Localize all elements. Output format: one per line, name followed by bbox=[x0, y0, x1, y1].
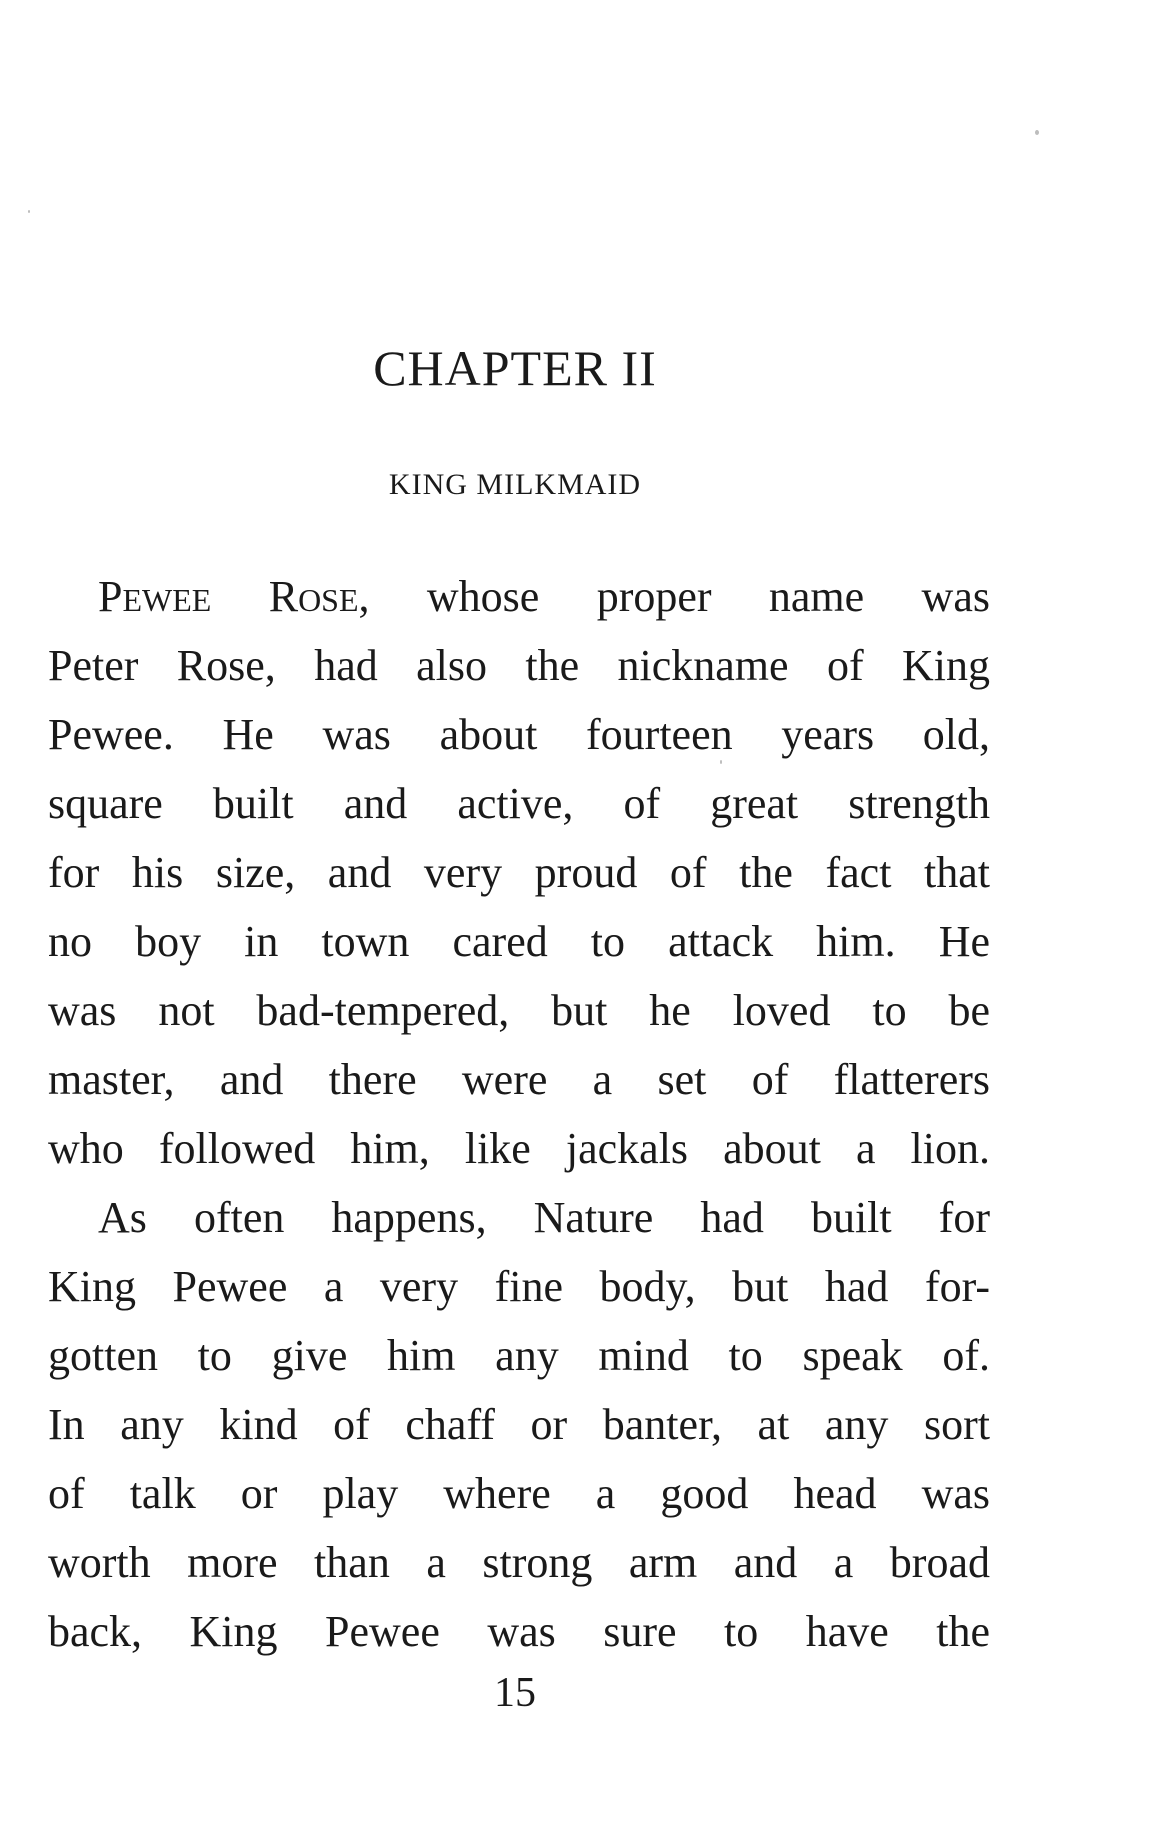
body-text bbox=[48, 562, 990, 1666]
text-line: King Pewee a very fine body, but had for- bbox=[48, 1262, 990, 1311]
name-rose-initial: R bbox=[268, 572, 299, 621]
name-pewee-small-caps: EWEE bbox=[122, 582, 212, 618]
paragraph-1 bbox=[48, 562, 990, 1183]
text-line: for his size, and very proud of the fact that bbox=[48, 848, 990, 897]
text-line: In any kind of chaff or banter, at any sort bbox=[48, 1400, 990, 1449]
text-line: who followed him, like jackals about a lion. bbox=[48, 1124, 990, 1173]
name-pewee-initial: P bbox=[98, 572, 123, 621]
paragraph-1-line-1 bbox=[48, 562, 990, 631]
text-line: worth more than a strong arm and a broad bbox=[48, 1538, 990, 1587]
text-line: Peter Rose, had also the nickname of King bbox=[48, 641, 990, 690]
scan-speck bbox=[28, 210, 30, 213]
chapter-title: KING MILKMAID bbox=[388, 468, 642, 501]
scan-speck bbox=[1035, 130, 1039, 135]
text-line: was not bad-tempered, but he loved to be bbox=[48, 986, 990, 1035]
chapter-number: CHAPTER II bbox=[373, 340, 657, 396]
text-line: As often happens, Nature had built for bbox=[98, 1193, 990, 1242]
text-line: of talk or play where a good head was bbox=[48, 1469, 990, 1518]
line-remainder: , whose proper name was bbox=[358, 572, 990, 621]
text-line: gotten to give him any mind to speak of. bbox=[48, 1331, 990, 1380]
text-line: master, and there were a set of flatterers bbox=[48, 1055, 990, 1104]
text-line: Pewee. He was about fourteen years old, bbox=[48, 710, 990, 759]
text-line: back, King Pewee was sure to have the bbox=[48, 1607, 990, 1656]
text-line: square built and active, of great strength bbox=[48, 779, 990, 828]
name-rose-small-caps: OSE bbox=[298, 582, 359, 618]
text-line: no boy in town cared to attack him. He bbox=[48, 917, 990, 966]
page-number: 15 bbox=[494, 1670, 536, 1716]
paragraph-2 bbox=[48, 1183, 990, 1666]
